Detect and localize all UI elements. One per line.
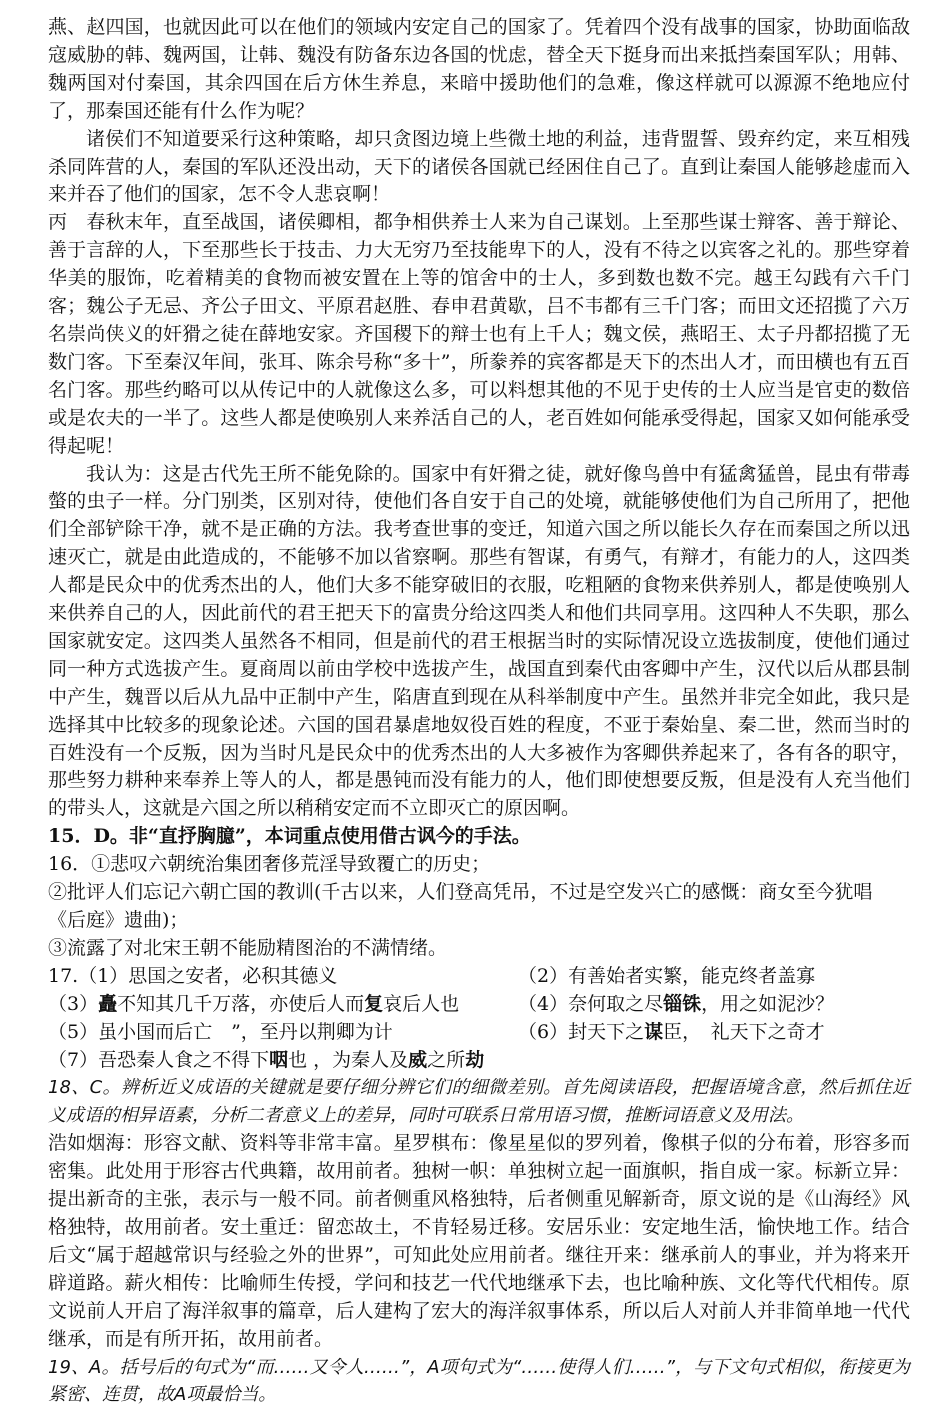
answer-17-7: （7）吾恐秦人食之不得下咽也 ，为秦人及威之所劫	[48, 1047, 484, 1075]
answer-18-body: 浩如烟海：形容文献、资料等非常丰富。星罗棋布：像星星似的罗列着，像棋子似的分布着，形容多而密集。此处用于形容古代典籍，故用前者。独树一帜：单独树立起一面旗帜，指自成一家。标新立异：提出新奇的主张，表示与一般不同。前者侧重风格独特，后者侧重见解新奇，原文说的是《山海经》风格独特，故用前者。安土重迁：留恋故土，不肯轻易迁移。安居乐业：安定地生活，愉快地工作。结合后文“属于超越常识与经验之外的世界”，可知此处应用前者。继往开来：继承前人的事业，并为将来开辟道路。薪火相传：比喻师生传授，学问和技艺一代代地继承下去，也比喻种族、文化等代代相传。原文说前人开启了海洋叙事的篇章，后人建构了宏大的海洋叙事体系，所以后人对前人并非简单地一代代继承，而是有所开拓，故用前者。	[48, 1130, 910, 1353]
answer-15: 15．D。非“直抒胸臆”，本词重点使用借古讽今的手法。	[48, 823, 910, 851]
answer-17-row	[48, 1019, 910, 1047]
key-character: 劫	[465, 1049, 484, 1071]
answer-16-line: ②批评人们忘记六朝亡国的教训(千古以来，人们登高凭吊，不过是空发兴亡的感慨：商女至今犹唱	[48, 879, 910, 907]
key-character: 威	[408, 1049, 427, 1071]
translation-bing-paragraph: 我认为：这是古代先王所不能免除的。国家中有奸猾之徒，就好像鸟兽中有猛禽猛兽，昆虫有带毒螫的虫子一样。分门别类，区别对待，使他们各自安于自己的处境，就能够使他们为自己所用了，把他们全部铲除干净，就不是正确的方法。我考查世事的变迁，知道六国之所以能长久存在而秦国之所以迅速灭亡，就是由此造成的，不能够不加以省察啊。那些有智谋，有勇气，有辩才，有能力的人，这四类人都是民众中的优秀杰出的人，他们大多不能穿破旧的衣服，吃粗陋的食物来供养别人，都是使唤别人来供养自己的人，因此前代的君王把天下的富贵分给这四类人和他们共同享用。这四种人不失职，那么国家就安定。这四类人虽然各不相同，但是前代的君王根据当时的实际情况设立选拔制度，使他们通过同一种方式选拔产生。夏商周以前由学校中选拔产生，战国直到秦代由客卿中产生，汉代以后从郡县制中产生，魏晋以后从九品中正制中产生，陷唐直到现在从科举制度中产生。虽然并非完全如此，我只是选择其中比较多的现象论述。六国的国君暴虐地奴役百姓的程度，不亚于秦始皇、秦二世，然而当时的百姓没有一个反叛，因为当时凡是民众中的优秀杰出的人大多被作为客卿供养起来了，各有各的职守，那些努力耕种来奉养上等人的人，都是愚钝而没有能力的人，他们即使想要反叛，但是没有人充当他们的带头人，这就是六国之所以稍稍安定而不立即灭亡的原因啊。	[48, 461, 910, 824]
translation-bing-paragraph: 丙 春秋末年，直至战国，诸侯卿相，都争相供养士人来为自己谋划。上至那些谋士辩客、善于辩论、善于言辞的人，下至那些长于技击、力大无穷乃至技能卑下的人，没有不待之以宾客之礼的。那些穿着华美的服饰，吃着精美的食物而被安置在上等的馆舍中的士人，多到数也数不完。越王勾践有六千门客；魏公子无忌、齐公子田文、平原君赵胜、春申君黄歇，吕不韦都有三千门客；而田文还招揽了六万名崇尚侠义的奸猾之徒在薛地安家。齐国稷下的辩士也有上千人；魏文侯，燕昭王、太子丹都招揽了无数门客。下至秦汉年间，张耳、陈余号称“多十”，所豢养的宾客都是天下的杰出人才，而田横也有五百名门客。那些约略可以从传记中的人就像这么多，可以料想其他的不见于史传的士人应当是官吏的数倍或是农夫的一半了。这些人都是使唤别人来养活自己的人，老百姓如何能承受得起，国家又如何能承受得起呢！	[48, 209, 910, 460]
answer-17-5: （5）虽小国而后亡 ”，至丹以荆卿为计	[48, 1019, 518, 1047]
translation-paragraph: 诸侯们不知道要采行这种策略，却只贪图边境上些微土地的利益，违背盟誓、毁弃约定，来互相残杀同阵营的人，秦国的军队还没出动，天下的诸侯各国就已经困住自己了。直到让秦国人能够趁虚而入来并吞了他们的国家，怎不令人悲哀啊！	[48, 126, 910, 210]
answer-17-2: （2）有善始者实繁，能克终者盖寡	[518, 963, 910, 991]
answer-16-line: 《后庭》遗曲)；	[48, 907, 910, 935]
answer-17-row	[48, 1047, 910, 1075]
key-character: 矗	[98, 993, 117, 1015]
document-page	[48, 14, 910, 1409]
answer-17-row	[48, 991, 910, 1019]
answer-17-3: （3）矗不知其几千万落，亦使后人而复哀后人也	[48, 991, 518, 1019]
key-character: 谋	[644, 1021, 663, 1043]
key-character: 咽	[269, 1049, 288, 1071]
answer-17-1: 17.（1）思国之安者，必积其德义	[48, 963, 518, 991]
answer-17-row	[48, 963, 910, 991]
answer-19: 19、A。括号后的句式为“而……又令人……”，A项句式为“……使得人们……”，与下文句式相似，衔接更为紧密、连贯，故A项最恰当。	[48, 1354, 910, 1409]
translation-paragraph: 燕、赵四国，也就因此可以在他们的领域内安定自己的国家了。凭着四个没有战事的国家，协助面临敌寇威胁的韩、魏两国，让韩、魏没有防备东边各国的忧虑，替全天下挺身而出来抵挡秦国军队；用韩、魏两国对付秦国，其余四国在后方休生养息，来暗中援助他们的急难，像这样就可以源源不绝地应付了，那秦国还能有什么作为呢？	[48, 14, 910, 126]
answer-16-line: 16．①悲叹六朝统治集团奢侈荒淫导致覆亡的历史；	[48, 851, 910, 879]
answer-16-line: ③流露了对北宋王朝不能励精图治的不满情绪。	[48, 935, 910, 963]
key-character: 锱铢	[663, 993, 701, 1015]
answer-17-4: （4）奈何取之尽锱铢，用之如泥沙？	[518, 991, 910, 1019]
answer-17-6: （6）封天下之谋臣， 礼天下之奇才	[518, 1019, 910, 1047]
key-character: 复	[364, 993, 383, 1015]
answer-18-head: 18、C。辨析近义成语的关键就是要仔细分辨它们的细微差别。首先阅读语段，把握语境含意，然后抓住近义成语的相异语素，分析二者意义上的差异，同时可联系日常用语习惯，推断词语意义及用法。	[48, 1074, 910, 1130]
